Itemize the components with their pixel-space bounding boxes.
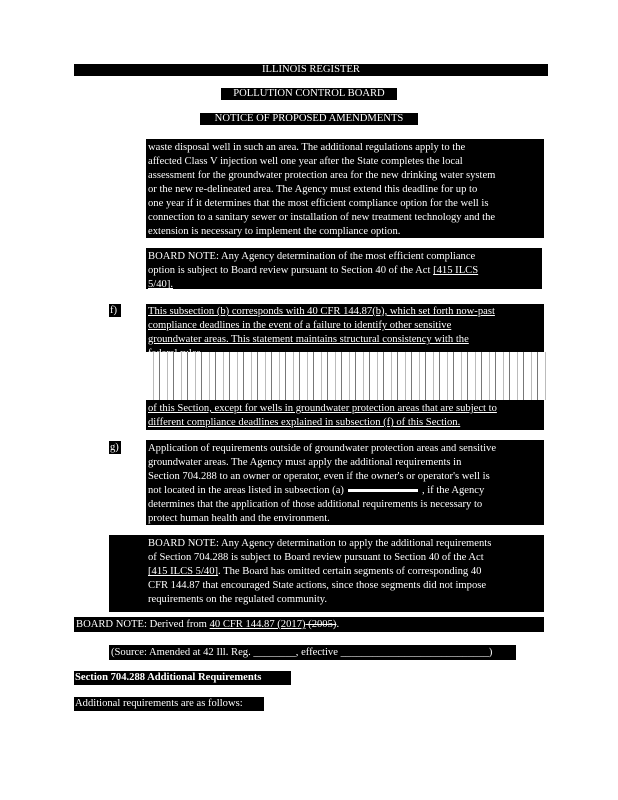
section-heading: Section 704.288 Additional Requirements — [75, 672, 262, 683]
item-g-line-3: Section 704.288 to an owner or operator, even if the owner's or operator's well is — [148, 471, 490, 482]
item-g-line-1: Application of requirements outside of groundwater protection areas and sensitive — [148, 443, 497, 454]
item-g-line-2: groundwater areas. The Agency must apply the additional requirements in — [148, 457, 462, 468]
para-line-2: affected Class V injection well one year after the State completes the local — [148, 156, 463, 167]
item-f-line-5: of this Section, except for wells in groundwater protection areas that are subject to — [148, 403, 497, 414]
item-g-label: g) — [110, 442, 119, 453]
redaction-mark — [348, 489, 418, 492]
para-line-5: one year if it determines that the most efficient compliance option for the well is — [148, 198, 489, 209]
board-note-1-line-2: option is subject to Board review pursuant to Section 40 of the Act [415 ILCS — [148, 265, 479, 276]
item-f-line-6: different compliance deadlines explained in subsection (f) of this Section. — [148, 417, 461, 428]
para-line-4: or the new re-delineated area. The Agency must extend this deadline for up to — [148, 184, 478, 195]
item-f-line-2: compliance deadlines in the event of a failure to identify other sensitive — [148, 320, 452, 331]
board-note-2-line-4: CFR 144.87 that encouraged State actions, since those segments did not impose — [148, 580, 487, 591]
para-line-3: assessment for the groundwater protection area for the new drinking water system — [148, 170, 496, 181]
board-title: POLLUTION CONTROL BOARD — [233, 88, 385, 99]
item-g-line-5: determines that the application of those additional requirements is necessary to — [148, 499, 483, 510]
para-line-7: extension is necessary to implement the compliance option. — [148, 226, 401, 237]
register-title: ILLINOIS REGISTER — [262, 64, 360, 75]
board-note-2-line-5: requirements on the regulated community. — [148, 594, 328, 605]
item-f-line-3: groundwater areas. This statement maintains structural consistency with the — [148, 334, 469, 345]
item-f-line-1: This subsection (b) corresponds with 40 CFR 144.87(b), which set forth now-past — [148, 306, 495, 317]
board-note-2-line-2: of Section 704.288 is subject to Board review pursuant to Section 40 of the Act — [148, 552, 484, 563]
board-note-1-line-1: BOARD NOTE: Any Agency determination of the most efficient compliance — [148, 251, 476, 262]
board-note-2-line-1: BOARD NOTE: Any Agency determination to apply the additional requirements — [148, 538, 492, 549]
board-note-1-line-3: 5/40]. — [148, 279, 174, 290]
notice-title: NOTICE OF PROPOSED AMENDMENTS — [214, 113, 404, 124]
source-text: (Source: Amended at 42 Ill. Reg. ________, effective ____________________________) — [111, 647, 493, 658]
section-intro: Additional requirements are as follows: — [75, 698, 243, 709]
scan-artifact-region — [146, 352, 546, 400]
para-line-6: connection to a sanitary sewer or installation of new treatment technology and the — [148, 212, 496, 223]
item-g-line-6: protect human health and the environment. — [148, 513, 330, 524]
item-f-label: f) — [110, 305, 118, 316]
board-note-2-line-3: [415 ILCS 5/40]. The Board has omitted certain segments of corresponding 40 — [148, 566, 482, 577]
item-g-line-4: not located in the areas listed in subsection (a) , if the Agency — [148, 485, 485, 496]
para-line-1: waste disposal well in such an area. The additional regulations apply to the — [148, 142, 466, 153]
board-note-3-text: BOARD NOTE: Derived from 40 CFR 144.87 (2017) (2005). — [76, 619, 340, 630]
